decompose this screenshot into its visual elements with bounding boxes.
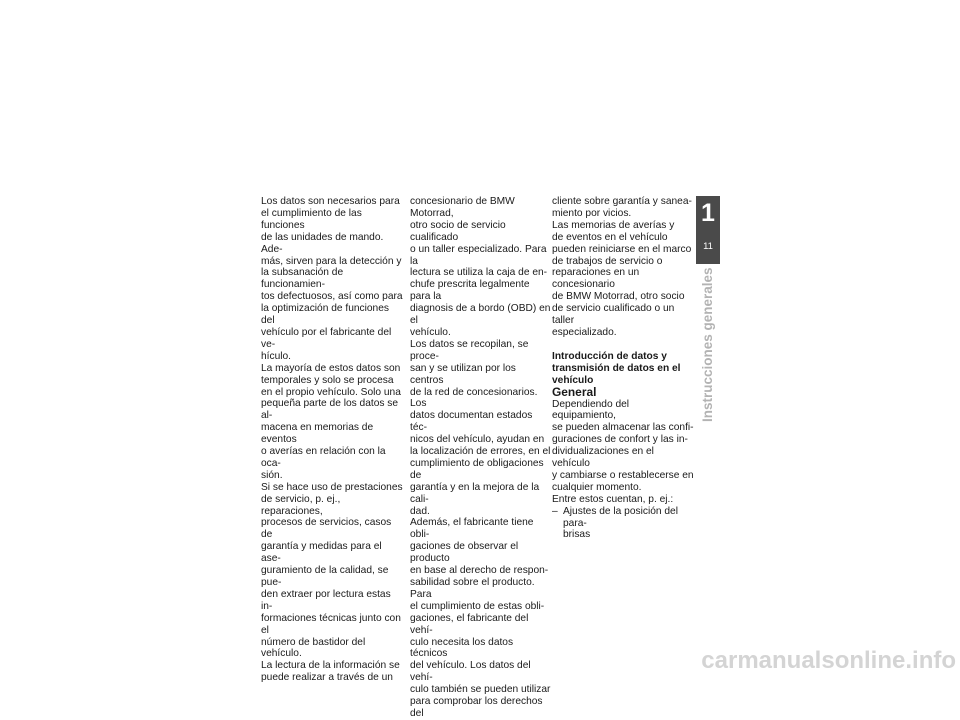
watermark-text: carmanualsonline.info [701, 647, 956, 674]
paragraph: Si se hace uso de prestaciones de servicio, p. ej., reparaciones, procesos de servicios, casos de garantía y medidas para el ase- guramiento de la calidad, se pue- den extraer por lectura estas in- formaciones técnicas junto con el número de bastidor del vehículo. [261, 481, 403, 660]
subsection-title: General [552, 384, 597, 399]
chapter-number: 1 [701, 199, 715, 227]
paragraph: Las memorias de averías y de eventos en el vehículo pueden reiniciarse en el marco de trabajos de servicio o reparaciones en un concesionario de BMW Motorrad, otro socio de servicio cualificado o un taller especializado. [552, 219, 692, 338]
paragraph: Dependiendo del equipamiento, se pueden almacenar las confi- guraciones de confort y las in- dividualizaciones en el vehículo y cambiarse o restablecerse en cualquier momento. [552, 398, 694, 493]
paragraph: Los datos son necesarios para el cumplimiento de las funciones de las unidades de mando. Ade- más, sirven para la detección y la subsanación de funcionamien- tos defectuosos, así como para la optimización de funciones del vehículo por el fabricante del ve- hículo. [261, 196, 403, 362]
section-title: Introducción de datos y transmisión de datos en el vehículo [552, 350, 681, 386]
bullet-list-item [552, 506, 694, 542]
paragraph: concesionario de BMW Motorrad, otro socio de servicio cualificado o un taller especializado. Para la lectura se utiliza la caja de en- chufe prescrita legalmente para la diagnosis de a bordo (OBD) en el vehículo. [410, 196, 551, 338]
paragraph: La mayoría de estos datos son temporales y solo se procesa en el propio vehículo. Solo una pequeña parte de los datos se al- macena en memorias de eventos o averías en relación con la oca- sión. [261, 362, 401, 481]
paragraph: Entre estos cuentan, p. ej.: [552, 493, 674, 505]
paragraph: cliente sobre garantía y sanea- miento por vicios. [552, 196, 692, 219]
paragraph: Los datos se recopilan, se proce- san y se utilizan por los centros de la red de concesionarios. Los datos documentan estados téc- nicos del vehículo, ayudan en la localización de errores, en el cumplimiento de obligaciones de garantía y en la mejora de la cali- dad. [410, 338, 551, 517]
paragraph: Además, el fabricante tiene obli- gaciones de observar el producto en base al derecho de respon- sabilidad sobre el producto. Para el cumplimiento de estas obli- gaciones, el fabricante del vehí- culo necesita los datos técnicos del vehículo. Los datos del vehí- culo también se pueden utilizar para comprobar los derechos del [410, 517, 551, 719]
text-column-2 [410, 196, 552, 720]
chapter-tab [696, 196, 720, 264]
text-column-1 [261, 196, 403, 684]
paragraph: La lectura de la información se puede realizar a través de un [261, 660, 400, 684]
bullet-text: Ajustes de la posición del para- brisas [563, 505, 678, 541]
page-number: 11 [703, 241, 713, 252]
bullet-dash: – [552, 505, 558, 517]
text-column-3 [552, 196, 694, 541]
section-label: Instrucciones generales [700, 267, 715, 422]
section-label-container [699, 267, 717, 422]
